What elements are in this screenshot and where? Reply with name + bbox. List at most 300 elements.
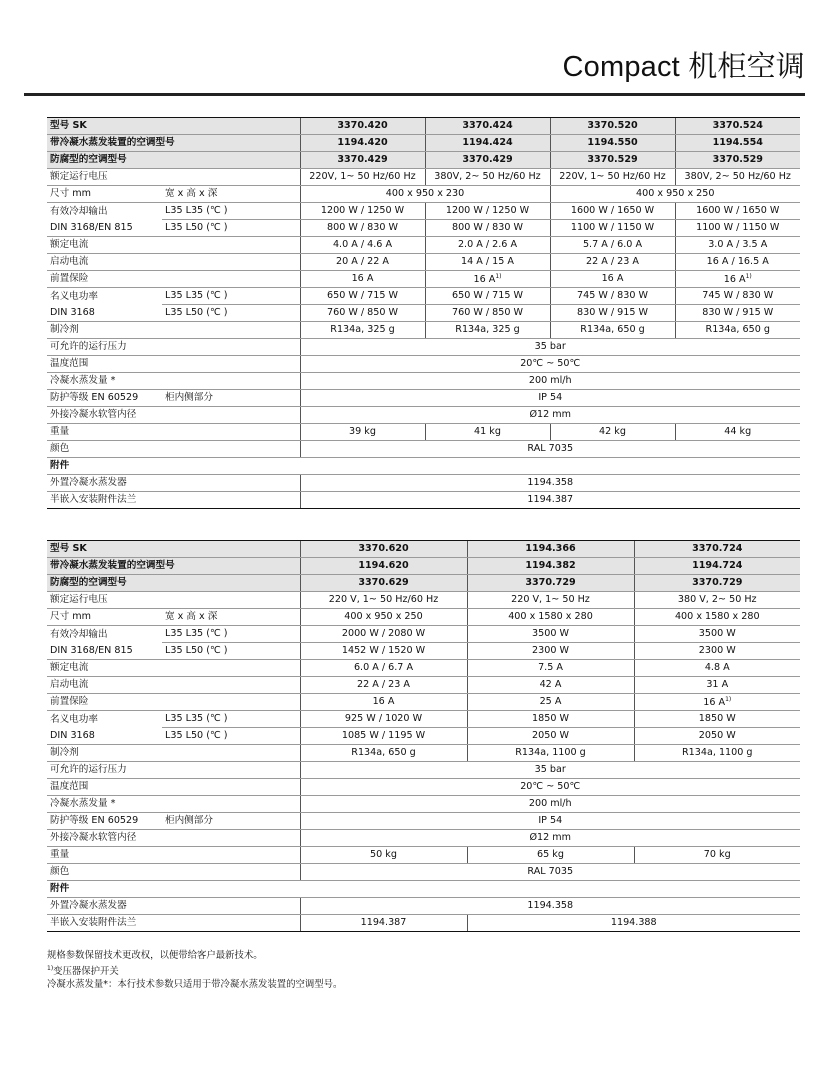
value-cell-text: 16 A [703, 696, 726, 708]
row-label [47, 186, 162, 203]
value-cell-text: 200 ml/h [528, 798, 572, 810]
value-cell [300, 796, 800, 813]
value-cell-text: 3370.729 [692, 577, 743, 589]
value-cell-text: 16 A / 16.5 A [706, 256, 769, 268]
value-cell-text: 3370.729 [525, 577, 576, 589]
value-cell-text: R134a, 325 g [330, 324, 395, 336]
row-label [47, 254, 300, 271]
value-cell [300, 558, 467, 575]
value-cell [675, 152, 800, 169]
table-row [47, 898, 800, 915]
row-label-text: 尺寸 mm [50, 188, 91, 200]
page-title: Compact 机柜空调 [562, 51, 805, 83]
value-cell-text: 3370.429 [337, 154, 388, 166]
value-cell-text: 830 W / 915 W [576, 307, 649, 319]
table-row [47, 186, 800, 203]
value-cell-text: R134a, 650 g [580, 324, 645, 336]
value-cell-text: 3500 W [698, 628, 736, 640]
table-row [47, 779, 800, 796]
row-label-text: 冷凝水蒸发量 * [50, 798, 116, 810]
value-cell [675, 254, 800, 271]
value-cell-text: 3500 W [532, 628, 569, 640]
row-sublabel-text: L35 L50 (℃ ) [165, 307, 228, 319]
value-cell [550, 237, 675, 254]
value-cell-text: 200 ml/h [528, 375, 572, 387]
row-label-text: 型号 SK [50, 543, 87, 555]
value-cell-text: 800 W / 830 W [451, 222, 524, 234]
table-row [47, 356, 800, 373]
value-cell-text: 4.8 A [704, 662, 730, 674]
value-cell [300, 441, 800, 458]
value-cell-text: 7.5 A [538, 662, 563, 674]
table-row [47, 660, 800, 677]
value-cell-text: Ø12 mm [529, 832, 571, 844]
row-label-text: 颜色 [50, 866, 70, 878]
row-label-text: 带冷凝水蒸发装置的空调型号 [50, 137, 175, 149]
table-row [47, 711, 800, 728]
row-label [47, 237, 300, 254]
value-cell-text: R134a, 650 g [705, 324, 770, 336]
value-cell-text: 2.0 A / 2.6 A [457, 239, 518, 251]
value-cell-text: 380V, 2~ 50 Hz/60 Hz [684, 171, 791, 183]
value-cell-text: 380 V, 2~ 50 Hz [677, 594, 757, 606]
value-cell [300, 288, 425, 305]
row-label [47, 745, 300, 762]
row-label-text: 防腐型的空调型号 [50, 577, 127, 589]
row-label-text: 额定电流 [50, 662, 89, 674]
value-cell [300, 305, 425, 322]
value-cell [550, 152, 675, 169]
value-cell [634, 558, 800, 575]
row-label-text: 型号 SK [50, 120, 87, 132]
table-row [47, 541, 800, 558]
value-cell [300, 390, 800, 407]
row-sublabel-text: L35 L35 (℃ ) [165, 713, 228, 725]
row-label-text: 额定运行电压 [50, 594, 108, 606]
row-sublabel [162, 711, 300, 728]
value-cell [550, 135, 675, 152]
value-cell [550, 169, 675, 186]
value-cell [634, 694, 800, 711]
row-sublabel [162, 609, 300, 626]
value-cell [467, 541, 634, 558]
value-cell-text: 220 V, 1~ 50 Hz/60 Hz [328, 594, 439, 606]
value-cell [675, 118, 800, 135]
row-label-text: 前置保险 [50, 696, 89, 708]
value-cell [300, 660, 467, 677]
value-cell [550, 203, 675, 220]
row-label-text: 半嵌入安装附件法兰 [50, 917, 137, 929]
value-cell-text: 400 x 950 x 230 [385, 188, 465, 200]
value-cell-text: 1600 W / 1650 W [570, 205, 655, 217]
table-row [47, 847, 800, 864]
value-cell-text: 16 A [723, 273, 746, 285]
value-cell [675, 169, 800, 186]
value-cell-text: 20℃ ~ 50℃ [520, 358, 581, 370]
value-cell [675, 424, 800, 441]
value-cell-text: 3.0 A / 3.5 A [708, 239, 768, 251]
value-cell-text: 650 W / 715 W [451, 290, 524, 302]
row-sublabel [162, 643, 300, 660]
row-label-text: 带冷凝水蒸发装置的空调型号 [50, 560, 175, 572]
value-cell-text: 220V, 1~ 50 Hz/60 Hz [559, 171, 666, 183]
value-cell [675, 322, 800, 339]
row-label-line: 名义电功率 [50, 290, 98, 302]
table-row [47, 575, 800, 592]
value-cell [675, 288, 800, 305]
table-row [47, 830, 800, 847]
value-cell [425, 203, 550, 220]
row-label [47, 609, 162, 626]
value-cell [467, 745, 634, 762]
value-cell-text: 16 A [372, 696, 395, 708]
value-cell [425, 305, 550, 322]
row-label [47, 152, 300, 169]
value-cell-text: 1194.554 [712, 137, 763, 149]
value-cell [300, 592, 467, 609]
value-cell [300, 694, 467, 711]
row-sublabel [162, 288, 300, 305]
value-cell-text: 41 kg [474, 426, 501, 438]
row-label [47, 424, 300, 441]
value-cell-text: 1194.382 [525, 560, 576, 572]
row-label [47, 626, 162, 660]
row-label-text: 冷凝水蒸发量 * [50, 375, 116, 387]
row-sublabel [162, 186, 300, 203]
value-cell-text: 830 W / 915 W [702, 307, 774, 319]
value-cell [425, 288, 550, 305]
value-cell-text: 745 W / 830 W [576, 290, 649, 302]
table-row [47, 796, 800, 813]
value-cell-text: 35 bar [534, 764, 566, 776]
value-cell [300, 322, 425, 339]
row-label [47, 796, 300, 813]
row-label [47, 288, 162, 322]
value-cell-text: 400 x 1580 x 280 [674, 611, 760, 623]
table-row [47, 813, 800, 830]
table-row [47, 135, 800, 152]
table-row [47, 237, 800, 254]
row-label-text: 制冷剂 [50, 324, 79, 336]
value-cell-text: 400 x 950 x 250 [636, 188, 715, 200]
row-label-line: DIN 3168 [50, 306, 95, 318]
row-sublabel [162, 626, 300, 643]
row-label-text: 外置冷凝水蒸发器 [50, 900, 127, 912]
value-cell-text: 3370.724 [692, 543, 743, 555]
value-cell-text: 31 A [706, 679, 729, 691]
value-cell [675, 220, 800, 237]
value-cell [467, 694, 634, 711]
value-cell [300, 847, 467, 864]
row-label-text: 制冷剂 [50, 747, 79, 759]
row-label [47, 660, 300, 677]
row-label [47, 118, 300, 135]
value-cell [425, 152, 550, 169]
table-row [47, 441, 800, 458]
row-label-line: 有效冷却输出 [50, 628, 108, 640]
footnote-text: 变压器保护开关 [53, 966, 119, 978]
row-sublabel [162, 203, 300, 220]
row-label-text: 外接冷凝水软管内径 [50, 409, 137, 421]
row-label-text: 温度范围 [50, 358, 89, 370]
value-cell-text: 20 A / 22 A [336, 256, 389, 268]
value-cell [300, 915, 467, 932]
value-cell-text: 800 W / 830 W [326, 222, 399, 234]
table-row [47, 626, 800, 643]
table-row [47, 492, 800, 509]
row-label [47, 558, 300, 575]
value-cell [300, 864, 800, 881]
value-cell [634, 677, 800, 694]
row-label-line: 有效冷却输出 [50, 205, 108, 217]
value-cell-text: 42 A [539, 679, 562, 691]
row-label-text: 尺寸 mm [50, 611, 91, 623]
value-cell [425, 169, 550, 186]
value-cell [467, 609, 634, 626]
value-cell-text: 760 W / 850 W [326, 307, 399, 319]
row-label [47, 813, 162, 830]
value-cell [300, 898, 800, 915]
value-cell-text: 400 x 950 x 250 [344, 611, 423, 623]
table-row [47, 373, 800, 390]
table-row [47, 881, 800, 898]
row-label-text: 额定电流 [50, 239, 89, 251]
row-sublabel [162, 728, 300, 745]
row-sublabel-text: L35 L50 (℃ ) [165, 645, 228, 657]
value-cell-text: 2050 W [698, 730, 736, 742]
row-label-text: 可允许的运行压力 [50, 341, 127, 353]
value-cell [300, 711, 467, 728]
value-cell-text: 925 W / 1020 W [344, 713, 423, 725]
section-label-text: 附件 [50, 460, 70, 472]
row-label [47, 762, 300, 779]
value-cell [550, 305, 675, 322]
value-cell-text: 25 A [539, 696, 562, 708]
value-cell [300, 626, 467, 643]
value-cell-text: 1194.358 [527, 477, 574, 489]
value-cell-text: 22 A / 23 A [357, 679, 410, 691]
row-sublabel-text: L35 L50 (℃ ) [165, 222, 228, 234]
value-cell-text: 1194.387 [527, 494, 574, 506]
row-label-text: 重量 [50, 426, 70, 438]
row-label [47, 339, 300, 356]
row-label [47, 271, 300, 288]
footnote-ref: 1) [495, 272, 502, 280]
table-row [47, 169, 800, 186]
value-cell-text: 220 V, 1~ 50 Hz [511, 594, 590, 606]
value-cell-text: 1194.366 [525, 543, 576, 555]
row-label [47, 390, 162, 407]
value-cell-text: 1194.620 [358, 560, 409, 572]
value-cell-text: 1194.724 [692, 560, 743, 572]
row-label [47, 441, 300, 458]
value-cell [550, 322, 675, 339]
value-cell [467, 677, 634, 694]
value-cell [634, 592, 800, 609]
value-cell [634, 626, 800, 643]
value-cell [300, 356, 800, 373]
value-cell [425, 254, 550, 271]
row-label-text: 外置冷凝水蒸发器 [50, 477, 127, 489]
footnotes [47, 949, 342, 991]
row-label-text: 额定运行电压 [50, 171, 108, 183]
section-label [47, 458, 800, 475]
table-row [47, 339, 800, 356]
row-label-text: 启动电流 [50, 679, 89, 691]
value-cell-text: 3370.524 [712, 120, 763, 132]
row-label [47, 847, 300, 864]
value-cell-text: Ø12 mm [529, 409, 571, 421]
row-label [47, 915, 300, 932]
value-cell-text: 3370.620 [358, 543, 409, 555]
row-label [47, 169, 300, 186]
value-cell [425, 237, 550, 254]
value-cell [300, 169, 425, 186]
value-cell [300, 254, 425, 271]
row-label [47, 575, 300, 592]
value-cell-text: 1100 W / 1150 W [570, 222, 655, 234]
value-cell-text: 3370.520 [587, 120, 638, 132]
value-cell [300, 407, 800, 424]
row-sublabel-text: L35 L35 (℃ ) [165, 290, 228, 302]
value-cell [425, 424, 550, 441]
value-cell [675, 305, 800, 322]
value-cell [425, 322, 550, 339]
row-label [47, 475, 300, 492]
value-cell-text: 16 A [601, 273, 624, 285]
value-cell-text: IP 54 [538, 392, 563, 404]
row-label [47, 135, 300, 152]
row-sublabel-text: 柜内侧部分 [165, 392, 213, 404]
table-row [47, 458, 800, 475]
spec-table-2 [47, 540, 800, 932]
table-row [47, 475, 800, 492]
value-cell [300, 271, 425, 288]
value-cell [467, 592, 634, 609]
value-cell [300, 220, 425, 237]
value-cell-text: R134a, 1100 g [515, 747, 586, 759]
value-cell-text: 1194.387 [360, 917, 407, 929]
value-cell [300, 643, 467, 660]
spec-table-1 [47, 117, 800, 509]
table-row [47, 677, 800, 694]
value-cell-text: 1850 W [532, 713, 569, 725]
value-cell [467, 626, 634, 643]
note-evaporation: 冷凝水蒸发量*：本行技术参数只适用于带冷凝水蒸发装置的空调型号。 [47, 979, 343, 991]
value-cell [550, 186, 800, 203]
value-cell-text: RAL 7035 [527, 866, 574, 878]
table-row [47, 745, 800, 762]
value-cell-text: 3370.629 [358, 577, 409, 589]
row-sublabel-text: 宽 x 高 x 深 [165, 188, 218, 200]
value-cell [300, 237, 425, 254]
value-cell [300, 745, 467, 762]
row-label [47, 677, 300, 694]
row-label-text: 防腐型的空调型号 [50, 154, 127, 166]
value-cell [550, 288, 675, 305]
value-cell [467, 558, 634, 575]
row-label [47, 203, 162, 237]
value-cell-text: 1850 W [698, 713, 736, 725]
value-cell-text: 6.0 A / 6.7 A [353, 662, 414, 674]
value-cell [425, 220, 550, 237]
table-row [47, 609, 800, 626]
value-cell [634, 541, 800, 558]
value-cell [300, 475, 800, 492]
value-cell-text: 3370.529 [587, 154, 638, 166]
value-cell-text: 14 A / 15 A [461, 256, 514, 268]
table-row [47, 322, 800, 339]
value-cell-text: 65 kg [537, 849, 564, 861]
value-cell [634, 643, 800, 660]
row-label [47, 898, 300, 915]
row-sublabel [162, 220, 300, 237]
value-cell [675, 203, 800, 220]
footnote-ref: 1) [725, 695, 732, 703]
row-sublabel-text: L35 L35 (℃ ) [165, 205, 228, 217]
value-cell-text: 5.7 A / 6.0 A [582, 239, 643, 251]
value-cell-text: 1194.358 [527, 900, 574, 912]
table-row [47, 694, 800, 711]
row-label [47, 864, 300, 881]
row-label-line: DIN 3168/EN 815 [50, 221, 133, 233]
table-row [47, 424, 800, 441]
note-disclaimer: 规格参数保留技术更改权，以便带给客户最新技术。 [47, 950, 263, 961]
row-label-text: 前置保险 [50, 273, 89, 285]
value-cell [300, 813, 800, 830]
table-row [47, 558, 800, 575]
value-cell [467, 847, 634, 864]
row-label [47, 322, 300, 339]
value-cell [300, 762, 800, 779]
value-cell-text: R134a, 650 g [351, 747, 416, 759]
value-cell-text: 3370.424 [462, 120, 513, 132]
value-cell [634, 728, 800, 745]
table-row [47, 762, 800, 779]
value-cell-text: 1200 W / 1250 W [320, 205, 405, 217]
value-cell [300, 135, 425, 152]
value-cell [467, 660, 634, 677]
value-cell [675, 237, 800, 254]
value-cell [634, 660, 800, 677]
value-cell [300, 728, 467, 745]
row-sublabel-text: L35 L35 (℃ ) [165, 628, 228, 640]
row-label [47, 830, 300, 847]
row-label [47, 592, 300, 609]
value-cell [300, 575, 467, 592]
row-label-line: DIN 3168 [50, 729, 95, 741]
value-cell-text: R134a, 1100 g [681, 747, 753, 759]
value-cell [425, 135, 550, 152]
value-cell-text: 745 W / 830 W [702, 290, 774, 302]
title-rule [24, 93, 805, 96]
value-cell [634, 847, 800, 864]
value-cell-text: 50 kg [370, 849, 397, 861]
table-row [47, 118, 800, 135]
table-row [47, 390, 800, 407]
value-cell-text: 16 A [351, 273, 374, 285]
value-cell [634, 745, 800, 762]
row-sublabel [162, 813, 300, 830]
row-label [47, 356, 300, 373]
row-label-text: 启动电流 [50, 256, 89, 268]
value-cell-text: 760 W / 850 W [451, 307, 524, 319]
value-cell [300, 118, 425, 135]
value-cell [467, 575, 634, 592]
row-label-text: 温度范围 [50, 781, 89, 793]
section-label [47, 881, 800, 898]
value-cell-text: 42 kg [599, 426, 626, 438]
